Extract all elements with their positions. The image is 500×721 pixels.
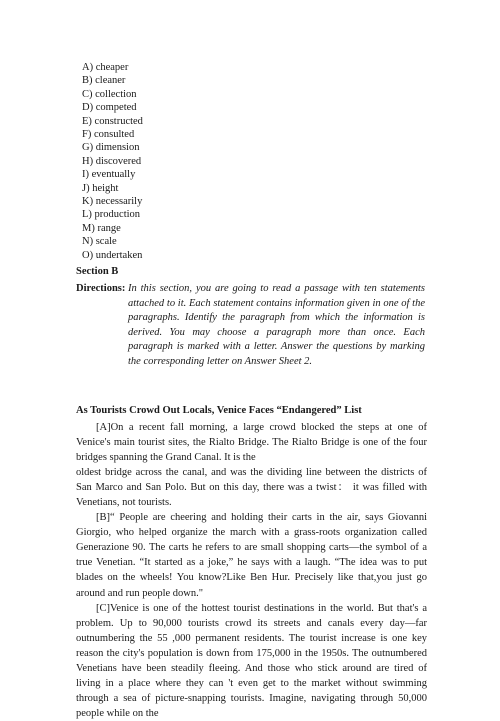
word-option: D) competed — [82, 102, 137, 114]
article-body — [76, 420, 427, 721]
paragraph-c: [C]Venice is one of the hottest tourist destinations in the world. But that's a problem. Up to 90,000 tourists crowd its streets and canals every day—far outnumbering the 55 ,000 permanent residents. The tourist increase is one key reason the city's population is down from 175,000 in the 1950s. The outnumbered Venetians have been steadily fleeing. And those who stick around are tired of living in a place where they can 't even get to the market without swimming through a sea of picture-snapping tourists. Imagine, navigating through 50,000 people while on the — [76, 602, 427, 719]
paragraph-a: [A]On a recent fall morning, a large crowd blocked the steps at one of Venice's main tourist sites, the Rialto Bridge. The Rialto Bridge is one of the four bridges spanning the Grand Canal. It is the — [76, 422, 427, 464]
word-option: N) scale — [82, 236, 117, 248]
word-option: O) undertaken — [82, 249, 143, 261]
word-option: K) necessarily — [82, 196, 143, 208]
directions-label: Directions: — [76, 283, 126, 294]
section-title: Section B — [76, 266, 119, 277]
word-option: A) cheaper — [82, 62, 129, 73]
word-option: C) collection — [82, 88, 137, 100]
paragraph-b: [B]“ People are cheering and holding their carts in the air, says Giovanni Giorgio, who helped organize the march with a grass-roots organization called Generazione 90. The carts he refers to are small shopping carts—the symbol of a true Venetian. “It started as a joke,” he says with a laugh. “The idea was to put blades on the wheels! You know?Like Ben Hur. Precisely like that,you just go around and run people down." — [76, 512, 427, 599]
word-option: I) eventually — [82, 169, 136, 181]
word-option: M) range — [82, 222, 121, 234]
paragraph-a-continued: oldest bridge across the canal, and was the dividing line between the districts of San Marco and San Polo. But on this day, there was a twist： it was filled with Venetians, not tourists. — [76, 467, 427, 509]
word-option: H) discovered — [82, 155, 142, 167]
word-option: L) production — [82, 209, 141, 221]
word-option: B) cleaner — [82, 75, 126, 87]
word-option: G) dimension — [82, 142, 140, 154]
word-option: J) height — [82, 182, 119, 194]
word-bank-list — [82, 61, 282, 262]
article-title: As Tourists Crowd Out Locals, Venice Faces “Endangered” List — [76, 405, 362, 416]
word-option: E) constructed — [82, 115, 143, 127]
directions-text: In this section, you are going to read a passage with ten statements attached to it. Each statement contains information given in one of the paragraphs. Identify the paragraph from which the information is derived. You may choose a paragraph more than once. Each paragraph is marked with a letter. Answer the questions by marking the corresponding letter on Answer Sheet 2. — [128, 283, 425, 367]
word-option: F) consulted — [82, 129, 135, 141]
